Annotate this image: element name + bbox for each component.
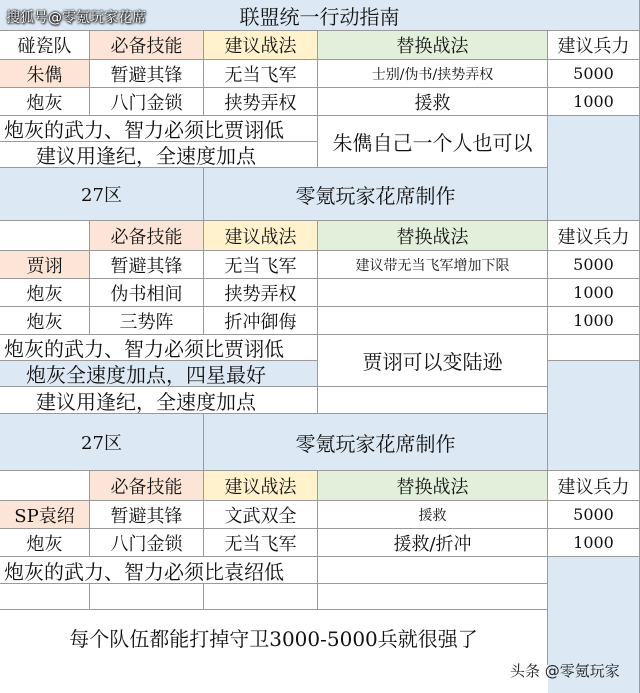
hero-cell: 炮灰 (0, 307, 90, 335)
header-replace: 替换战法 (318, 221, 548, 251)
note-cell: 炮灰的武力、智力必须比贾诩低 (0, 116, 318, 142)
empty-cell (0, 584, 90, 610)
hero-cell: 朱儁 (0, 60, 90, 88)
hero-cell: 炮灰 (0, 88, 90, 116)
credit-cell: 零氪玩家花席制作 (204, 414, 548, 471)
header-replace: 替换战法 (318, 471, 548, 501)
hero-cell: 炮灰 (0, 279, 90, 307)
header-skills: 必备技能 (90, 31, 204, 60)
hero-cell: 炮灰 (0, 529, 90, 557)
tactic-cell: 无当飞军 (204, 60, 318, 88)
replace-cell: 援救 (318, 88, 548, 116)
side-empty-cell (548, 335, 640, 361)
header-troops: 建议兵力 (548, 31, 640, 60)
troops-cell: 1000 (548, 279, 640, 307)
replace-cell: 士别/伪书/挟势弄权 (318, 60, 548, 88)
troops-cell: 1000 (548, 529, 640, 557)
side-note-cell: 朱儁自己一个人也可以 (318, 116, 548, 168)
credit-cell: 零氪玩家花席制作 (204, 168, 548, 221)
header-replace: 替换战法 (318, 31, 548, 60)
summary-cell: 每个队伍都能打掉守卫3000-5000兵就很强了 (0, 610, 548, 665)
skill-cell: 八门金锁 (90, 88, 204, 116)
hero-cell: 贾诩 (0, 251, 90, 279)
skill-cell: 暂避其锋 (90, 501, 204, 529)
side-empty-cell (318, 387, 548, 414)
skill-cell: 三势阵 (90, 307, 204, 335)
tactic-cell: 挟势弄权 (204, 88, 318, 116)
table-title: 联盟统一行动指南 (0, 0, 640, 31)
header-troops: 建议兵力 (548, 471, 640, 501)
tactic-cell: 挟势弄权 (204, 279, 318, 307)
bottom-right-watermark: 头条 @零氪玩家 (510, 662, 620, 680)
tactic-cell: 文武双全 (204, 501, 318, 529)
replace-cell: 建议带无当飞军增加下限 (318, 251, 548, 279)
skill-cell: 暂避其锋 (90, 251, 204, 279)
tactic-cell: 无当飞军 (204, 251, 318, 279)
side-empty-cell (548, 361, 640, 471)
replace-cell: 援救 (318, 501, 548, 529)
header-tactics: 建议战法 (204, 221, 318, 251)
header-team (0, 221, 90, 251)
tactic-cell: 无当飞军 (204, 529, 318, 557)
top-left-watermark: 搜狐号@零氪玩家花席 (6, 10, 146, 26)
troops-cell: 5000 (548, 60, 640, 88)
empty-cell (204, 584, 318, 610)
empty-cell (90, 584, 204, 610)
zone-cell: 27区 (0, 414, 204, 471)
replace-cell: 援救/折冲 (318, 529, 548, 557)
tactic-cell: 折冲御侮 (204, 307, 318, 335)
troops-cell: 1000 (548, 88, 640, 116)
skill-cell: 八门金锁 (90, 529, 204, 557)
troops-cell: 1000 (548, 307, 640, 335)
note-cell: 建议用逢纪，全速度加点 (0, 142, 318, 168)
note-cell: 炮灰的武力、智力必须比袁绍低 (0, 557, 318, 584)
header-skills: 必备技能 (90, 471, 204, 501)
note-cell: 炮灰全速度加点，四星最好 (0, 361, 318, 387)
empty-cell (318, 557, 548, 584)
header-tactics: 建议战法 (204, 471, 318, 501)
skill-cell: 暂避其锋 (90, 60, 204, 88)
side-empty-cell (548, 116, 640, 221)
skill-cell: 伪书相间 (90, 279, 204, 307)
replace-cell (318, 279, 548, 307)
replace-cell (318, 307, 548, 335)
empty-cell (318, 584, 548, 610)
troops-cell: 5000 (548, 251, 640, 279)
header-team: 碰瓷队 (0, 31, 90, 60)
header-tactics: 建议战法 (204, 31, 318, 60)
header-team (0, 471, 90, 501)
note-cell: 建议用逢纪，全速度加点 (0, 387, 318, 414)
zone-cell: 27区 (0, 168, 204, 221)
hero-cell: SP袁绍 (0, 501, 90, 529)
header-troops: 建议兵力 (548, 221, 640, 251)
troops-cell: 5000 (548, 501, 640, 529)
note-cell: 炮灰的武力、智力必须比贾诩低 (0, 335, 318, 361)
header-skills: 必备技能 (90, 221, 204, 251)
side-note-cell: 贾诩可以变陆逊 (318, 335, 548, 387)
